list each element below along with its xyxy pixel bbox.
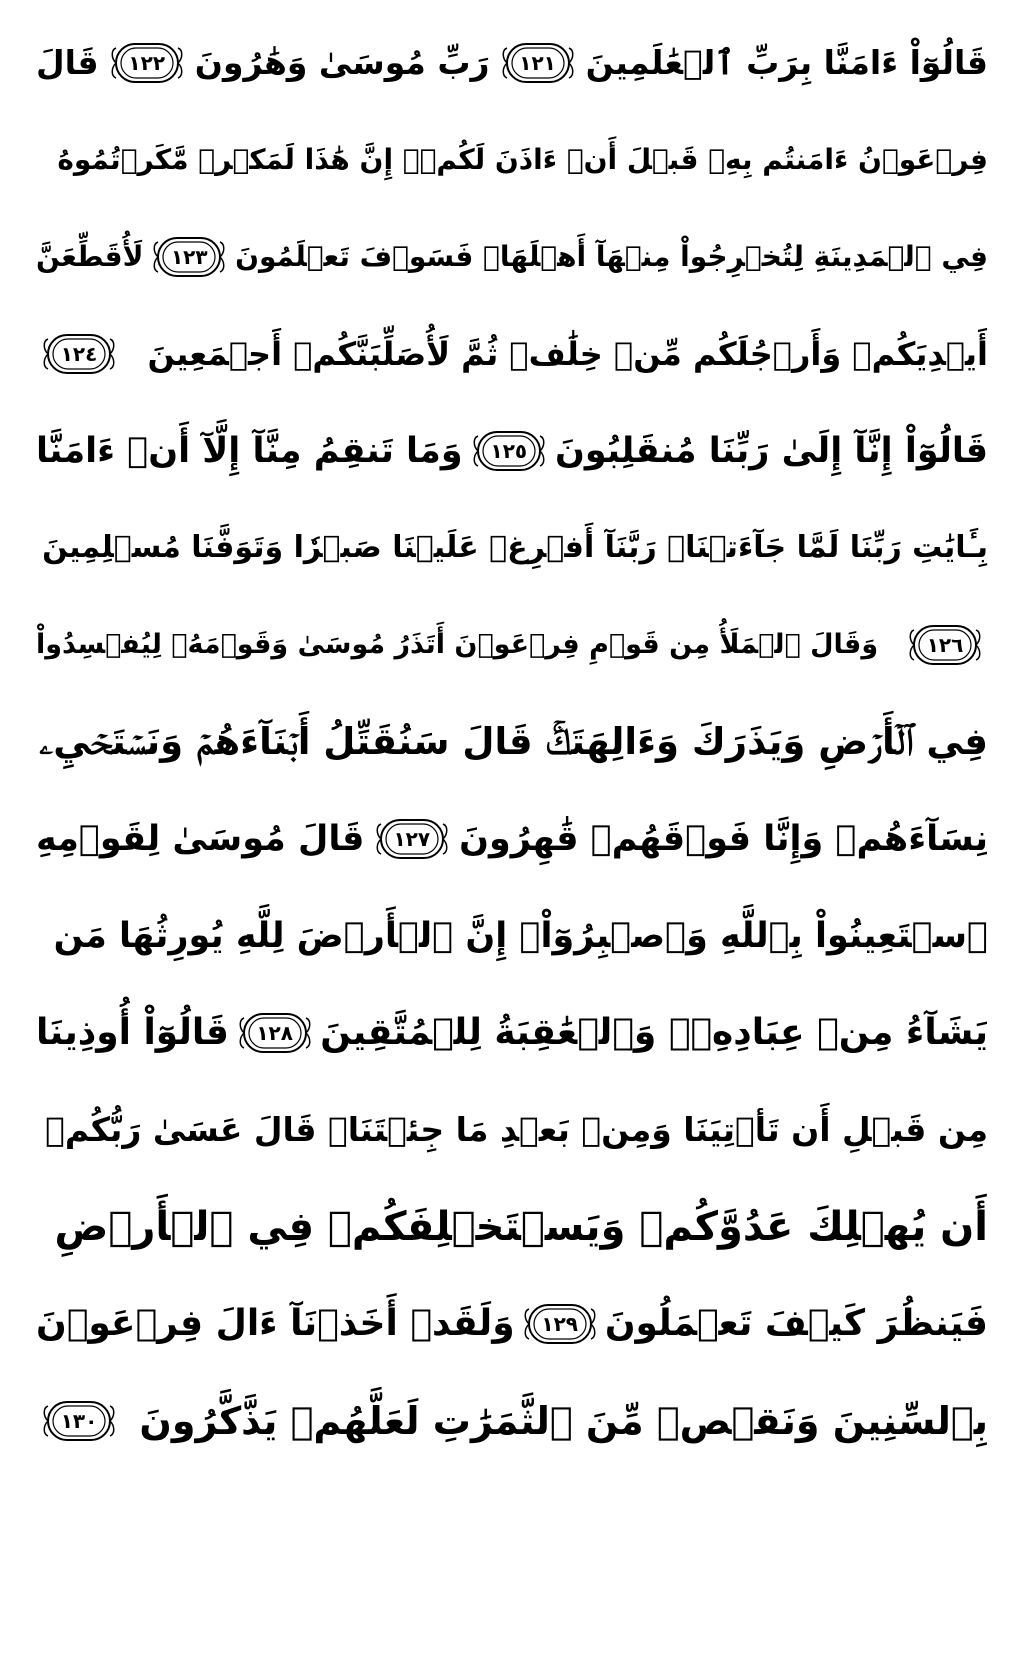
verse-text: فِي ٱلۡأَرۡضِ وَيَذَرَكَ وَءَالِهَتَكَۚ قَالَ سَنُقَتِّلُ أَبۡنَآءَهُمۡ وَنَسۡتَحۡيِۦ [39, 719, 988, 763]
verse-number: ١٢٢ [128, 50, 166, 75]
verse-number: ١٢١ [519, 50, 556, 75]
verse-line [36, 208, 988, 305]
verse-text: فِرۡعَوۡنُ ءَامَنتُم بِهِۦ قَبۡلَ أَنۡ ءَاذَنَ لَكُمۡۖ إِنَّ هَٰذَا لَمَكۡرٞ مَّكَرۡتُمُوهُ [57, 143, 988, 176]
verse-number-marker [908, 622, 982, 668]
verse-line [36, 887, 988, 984]
verse-number-marker [472, 428, 546, 474]
verse-text: وَمَا تَنقِمُ مِنَّآ إِلَّآ أَنۡ ءَامَنَّا [36, 430, 463, 471]
verse-lines [36, 14, 988, 1469]
verse-number: ١٢٧ [393, 826, 431, 851]
verse-text: قَالُوٓاْ أُوذِينَا [36, 1012, 229, 1053]
verse-number: ١٣٠ [60, 1408, 98, 1433]
verse-line [36, 1178, 988, 1275]
verse-text: قَالُوٓاْ إِنَّآ إِلَىٰ رَبِّنَا مُنقَلِبُونَ [555, 430, 988, 471]
verse-number: ١٢٩ [541, 1311, 579, 1336]
verse-text: رَبِّ مُوسَىٰ وَهَٰرُونَ [194, 43, 490, 82]
verse-line [36, 1081, 988, 1178]
verse-text: يَشَآءُ مِنۡ عِبَادِهِۦۖ وَٱلۡعَٰقِبَةُ لِلۡمُتَّقِينَ [320, 1012, 988, 1053]
verse-text: وَلَقَدۡ أَخَذۡنَآ ءَالَ فِرۡعَوۡنَ [36, 1303, 515, 1344]
verse-number-marker [375, 816, 449, 862]
verse-line [36, 402, 988, 499]
verse-text: نِسَآءَهُمۡ وَإِنَّا فَوۡقَهُمۡ قَٰهِرُونَ [459, 818, 988, 859]
verse-line [36, 499, 988, 596]
verse-text: قَالُوٓاْ ءَامَنَّا بِرَبِّ ٱلۡعَٰلَمِينَ [585, 43, 988, 82]
verse-line [36, 111, 988, 208]
verse-text: مِن قَبۡلِ أَن تَأۡتِيَنَا وَمِنۢ بَعۡدِ مَا جِئۡتَنَاۚ قَالَ عَسَىٰ رَبُّكُمۡ [45, 1110, 988, 1149]
verse-number: ١٢٥ [490, 438, 528, 463]
verse-number: ١٢٦ [926, 632, 964, 657]
verse-text: قَالَ [36, 43, 99, 82]
verse-line [36, 596, 988, 693]
verse-number: ١٢٨ [256, 1020, 293, 1045]
verse-text: بِٱلسِّنِينَ وَنَقۡصٖ مِّنَ ٱلثَّمَرَٰتِ لَعَلَّهُمۡ يَذَّكَّرُونَ [139, 1398, 988, 1443]
verse-number-marker [42, 1398, 116, 1444]
verse-text: فَيَنظُرَ كَيۡفَ تَعۡمَلُونَ [604, 1303, 988, 1344]
verse-number-marker [152, 234, 226, 280]
verse-number: ١٢٤ [60, 341, 98, 366]
verse-line [36, 1372, 988, 1469]
verse-number-marker [238, 1010, 312, 1056]
verse-line [36, 693, 988, 790]
verse-text: أَيۡدِيَكُمۡ وَأَرۡجُلَكُم مِّنۡ خِلَٰفٖ ثُمَّ لَأُصَلِّبَنَّكُمۡ أَجۡمَعِينَ [147, 334, 988, 373]
verse-text: وَقَالَ ٱلۡمَلَأُ مِن قَوۡمِ فِرۡعَوۡنَ أَتَذَرُ مُوسَىٰ وَقَوۡمَهُۥ لِيُفۡسِدُواْ [36, 629, 879, 660]
verse-line [36, 790, 988, 887]
verse-line [36, 14, 988, 111]
verse-text: ٱسۡتَعِينُواْ بِٱللَّهِ وَٱصۡبِرُوٓاْۖ إِنَّ ٱلۡأَرۡضَ لِلَّهِ يُورِثُهَا مَن [53, 915, 988, 956]
verse-number-marker [110, 40, 184, 86]
verse-text: لَأُقَطِّعَنَّ [36, 240, 144, 273]
verse-number-marker [523, 1301, 597, 1347]
verse-text: قَالَ مُوسَىٰ لِقَوۡمِهِ [36, 818, 365, 859]
verse-number-marker [501, 40, 575, 86]
verse-text: بِـَٔايَٰتِ رَبِّنَا لَمَّا جَآءَتۡنَاۚ رَبَّنَآ أَفۡرِغۡ عَلَيۡنَا صَبۡرٗا وَتَوَفَّنَا مُسۡلِمِينَ [42, 530, 988, 565]
verse-number: ١٢٣ [170, 244, 208, 269]
verse-number-marker [42, 331, 116, 377]
verse-text: فِي ٱلۡمَدِينَةِ لِتُخۡرِجُواْ مِنۡهَآ أَهۡلَهَاۖ فَسَوۡفَ تَعۡلَمُونَ [235, 240, 988, 273]
verse-line [36, 984, 988, 1081]
verse-line [36, 305, 988, 402]
verse-line [36, 1275, 988, 1372]
verse-text: أَن يُهۡلِكَ عَدُوَّكُمۡ وَيَسۡتَخۡلِفَكُمۡ فِي ٱلۡأَرۡضِ [54, 1203, 988, 1250]
